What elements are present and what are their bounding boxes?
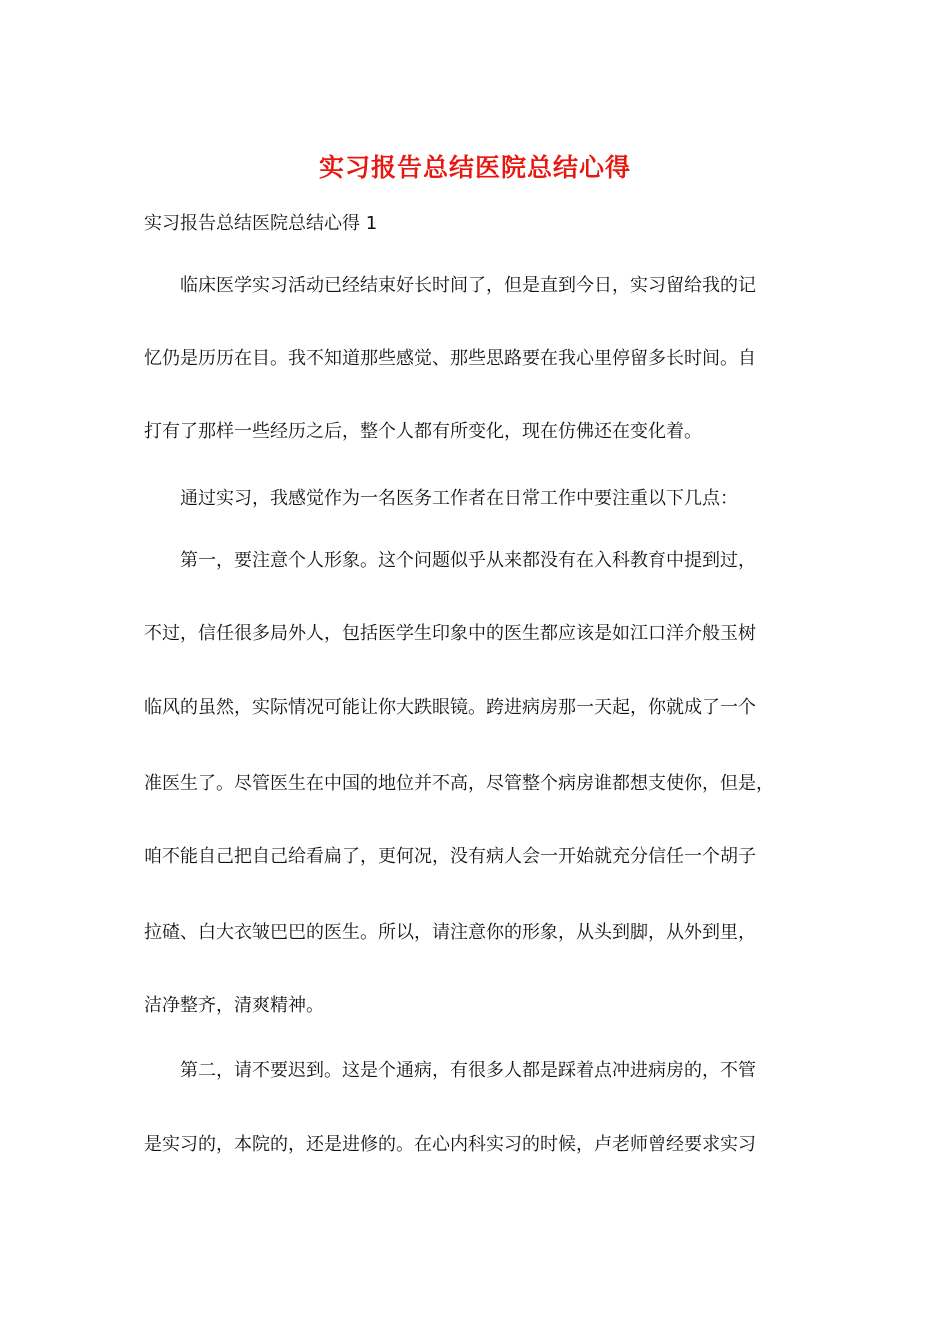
paragraph-line: 临床医学实习活动已经结束好长时间了，但是直到今日，实习留给我的记 [180, 275, 756, 296]
paragraph-line: 洁净整齐，清爽精神。 [144, 995, 324, 1016]
paragraph-line: 临风的虽然，实际情况可能让你大跌眼镜。跨进病房那一天起，你就成了一个 [144, 697, 756, 718]
paragraph-line: 通过实习，我感觉作为一名医务工作者在日常工作中要注重以下几点： [180, 488, 738, 509]
paragraph-line: 准医生了。尽管医生在中国的地位并不高，尽管整个病房谁都想支使你，但是， [144, 773, 774, 794]
paragraph-line: 第一，要注意个人形象。这个问题似乎从来都没有在入科教育中提到过， [180, 550, 756, 571]
paragraph-line: 是实习的，本院的，还是进修的。在心内科实习的时候，卢老师曾经要求实习 [144, 1134, 756, 1155]
paragraph-line: 咱不能自己把自己给看扁了，更何况，没有病人会一开始就充分信任一个胡子 [144, 846, 756, 867]
paragraph-line: 第二，请不要迟到。这是个通病，有很多人都是踩着点冲进病房的，不管 [180, 1060, 756, 1081]
paragraph-line: 拉碴、白大衣皱巴巴的医生。所以，请注意你的形象，从头到脚，从外到里， [144, 922, 756, 943]
section-heading: 实习报告总结医院总结心得 1 [144, 213, 378, 234]
paragraph-line: 打有了那样一些经历之后，整个人都有所变化，现在仿佛还在变化着。 [144, 421, 702, 442]
paragraph-line: 不过，信任很多局外人，包括医学生印象中的医生都应该是如江口洋介般玉树 [144, 623, 756, 644]
document-title: 实习报告总结医院总结心得 [318, 153, 631, 182]
paragraph-line: 忆仍是历历在目。我不知道那些感觉、那些思路要在我心里停留多长时间。自 [144, 348, 756, 369]
